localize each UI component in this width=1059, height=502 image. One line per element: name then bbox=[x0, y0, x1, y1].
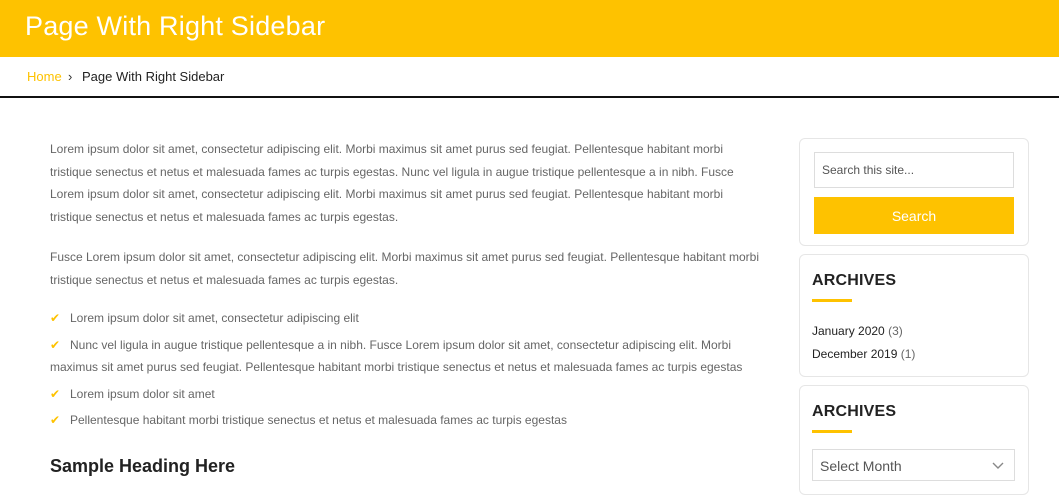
main-content bbox=[50, 138, 765, 436]
list-item-text: Pellentesque habitant morbi tristique senectus et netus et malesuada fames ac turpis egestas bbox=[70, 413, 567, 427]
search-button[interactable]: Search bbox=[814, 197, 1014, 234]
check-list bbox=[50, 307, 765, 432]
archive-item bbox=[812, 320, 915, 343]
heading-underline bbox=[812, 299, 852, 302]
archives-list-widget bbox=[799, 254, 1029, 377]
list-item-text: Lorem ipsum dolor sit amet, consectetur adipiscing elit bbox=[70, 311, 359, 325]
archive-link-december-2019[interactable]: December 2019 bbox=[812, 346, 898, 361]
list-item-text: Nunc vel ligula in augue tristique pellentesque a in nibh. Fusce Lorem ipsum dolor sit amet, consectetur adipiscing elit. Morbi maximus sit amet purus sed feugiat. Pellentesque habitant morbi tristique senectus et netus et malesuada fames ac turpis egestas bbox=[50, 337, 743, 374]
list-item-text: Lorem ipsum dolor sit amet bbox=[70, 386, 215, 401]
sample-heading: Sample Heading Here bbox=[50, 456, 236, 476]
check-icon: ✔ bbox=[50, 413, 61, 427]
check-icon: ✔ bbox=[50, 311, 61, 325]
archives-dropdown-widget bbox=[799, 385, 1029, 495]
chevron-down-icon bbox=[992, 459, 1004, 471]
content-paragraph: Fusce Lorem ipsum dolor sit amet, consectetur adipiscing elit. Morbi maximus sit amet purus sed feugiat. Pellentesque habitant morbi tristique senectus et netus et malesuada fames ac turpis egestas. bbox=[50, 250, 759, 287]
list-item bbox=[50, 409, 765, 432]
archive-count: (1) bbox=[900, 346, 916, 361]
list-item bbox=[50, 383, 765, 406]
widget-heading: ARCHIVES bbox=[812, 272, 897, 289]
month-select[interactable] bbox=[812, 449, 1015, 481]
search-input[interactable] bbox=[814, 152, 1014, 188]
widget-heading: ARCHIVES bbox=[812, 403, 897, 420]
archive-list bbox=[812, 320, 915, 365]
breadcrumb bbox=[0, 57, 1059, 98]
search-widget bbox=[799, 138, 1029, 246]
breadcrumb-current: Page With Right Sidebar bbox=[82, 69, 225, 84]
archive-link-january-2020[interactable]: January 2020 bbox=[812, 324, 885, 338]
content-paragraph: Lorem ipsum dolor sit amet, consectetur adipiscing elit. Morbi maximus sit amet purus sed feugiat. Pellentesque habitant morbi tristique senectus et netus et malesuada fames ac turpis egestas. Nunc vel ligula in augue tristique pellentesque a in nibh. Fusce Lorem ipsum dolor sit amet, consectetur adipiscing elit. Morbi maximus sit amet purus sed feugiat. Pellentesque habitant morbi tristique senectus et netus et malesuada fames ac turpis egestas. bbox=[50, 142, 734, 224]
page-title: Page With Right Sidebar bbox=[25, 11, 326, 41]
archive-count: (3) bbox=[888, 324, 903, 338]
list-item bbox=[50, 334, 765, 379]
archive-item bbox=[812, 343, 915, 366]
list-item bbox=[50, 307, 765, 330]
month-select-value: Select Month bbox=[820, 458, 902, 474]
breadcrumb-separator: › bbox=[68, 69, 73, 84]
check-icon: ✔ bbox=[50, 386, 61, 401]
breadcrumb-home-link[interactable]: Home bbox=[27, 69, 62, 84]
page-header bbox=[0, 0, 1059, 57]
check-icon: ✔ bbox=[50, 337, 61, 352]
heading-underline bbox=[812, 430, 852, 433]
